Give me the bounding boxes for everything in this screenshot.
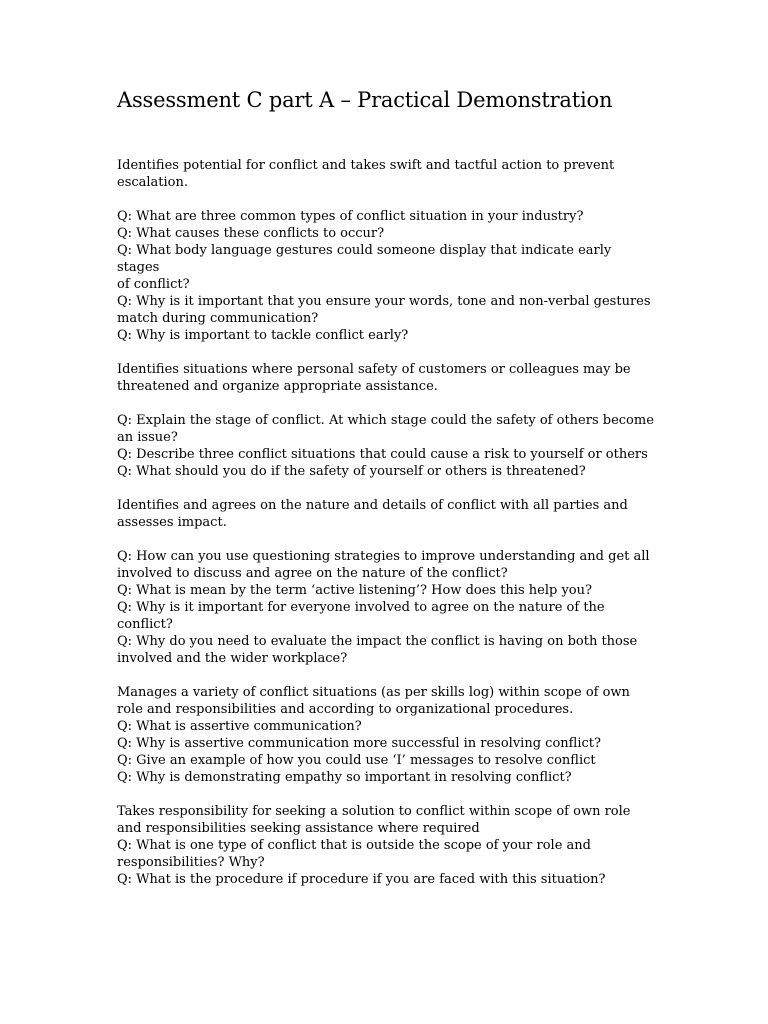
question-text: match during communication? <box>117 311 319 326</box>
page-title: Assessment C part A – Practical Demonstration <box>117 88 613 112</box>
question-text: Q: Why is it important that you ensure your words, tone and non-verbal gestures <box>117 294 651 309</box>
question-text: an issue? <box>117 430 178 445</box>
question-text: of conflict? <box>117 277 190 292</box>
question-text: Q: Why is important to tackle conflict early? <box>117 328 409 343</box>
section-1 <box>117 157 657 344</box>
question-text: Q: Why is demonstrating empathy so important in resolving conflict? <box>117 770 572 785</box>
section-2 <box>117 361 657 480</box>
document-page <box>117 86 657 905</box>
question-text: Q: What is the procedure if procedure if you are faced with this situation? <box>117 872 606 887</box>
question-text: Q: Describe three conflict situations that could cause a risk to yourself or others <box>117 447 648 462</box>
question-text: Q: Explain the stage of conflict. At which stage could the safety of others become <box>117 413 654 428</box>
criterion-text: Identifies and agrees on the nature and details of conflict with all parties and <box>117 498 628 513</box>
question-text: Q: What is mean by the term ‘active listening’? How does this help you? <box>117 583 592 598</box>
question-text: conflict? <box>117 617 173 632</box>
section-4 <box>117 684 657 786</box>
question-text: Q: Why is it important for everyone involved to agree on the nature of the <box>117 600 605 615</box>
criterion-text: Identifies situations where personal safety of customers or colleagues may be <box>117 362 631 377</box>
question-text: Q: What causes these conflicts to occur? <box>117 226 385 241</box>
section-3 <box>117 497 657 667</box>
criterion-text: Manages a variety of conflict situations (as per skills log) within scope of own <box>117 685 630 700</box>
criterion-text: escalation. <box>117 175 189 190</box>
question-text: Q: Why do you need to evaluate the impact the conflict is having on both those <box>117 634 638 649</box>
question-text: Q: Give an example of how you could use ‘I’ messages to resolve conflict <box>117 753 596 768</box>
question-text: involved and the wider workplace? <box>117 651 348 666</box>
criterion-text: role and responsibilities and according to organizational procedures. <box>117 702 574 717</box>
question-text: Q: What body language gestures could someone display that indicate early stages <box>117 243 612 275</box>
criterion-text: threatened and organize appropriate assistance. <box>117 379 438 394</box>
question-text: Q: What is assertive communication? <box>117 719 362 734</box>
question-text: responsibilities? Why? <box>117 855 265 870</box>
question-text: Q: What are three common types of conflict situation in your industry? <box>117 209 584 224</box>
criterion-text: Identifies potential for conflict and takes swift and tactful action to prevent <box>117 158 615 173</box>
section-5 <box>117 803 657 888</box>
question-text: Q: What should you do if the safety of yourself or others is threatened? <box>117 464 586 479</box>
criterion-text: Takes responsibility for seeking a solution to conflict within scope of own role <box>117 804 631 819</box>
question-text: Q: What is one type of conflict that is outside the scope of your role and <box>117 838 591 853</box>
criterion-text: and responsibilities seeking assistance where required <box>117 821 480 836</box>
criterion-text: assesses impact. <box>117 515 227 530</box>
question-text: involved to discuss and agree on the nature of the conflict? <box>117 566 508 581</box>
question-text: Q: How can you use questioning strategies to improve understanding and get all <box>117 549 650 564</box>
question-text: Q: Why is assertive communication more successful in resolving conflict? <box>117 736 601 751</box>
